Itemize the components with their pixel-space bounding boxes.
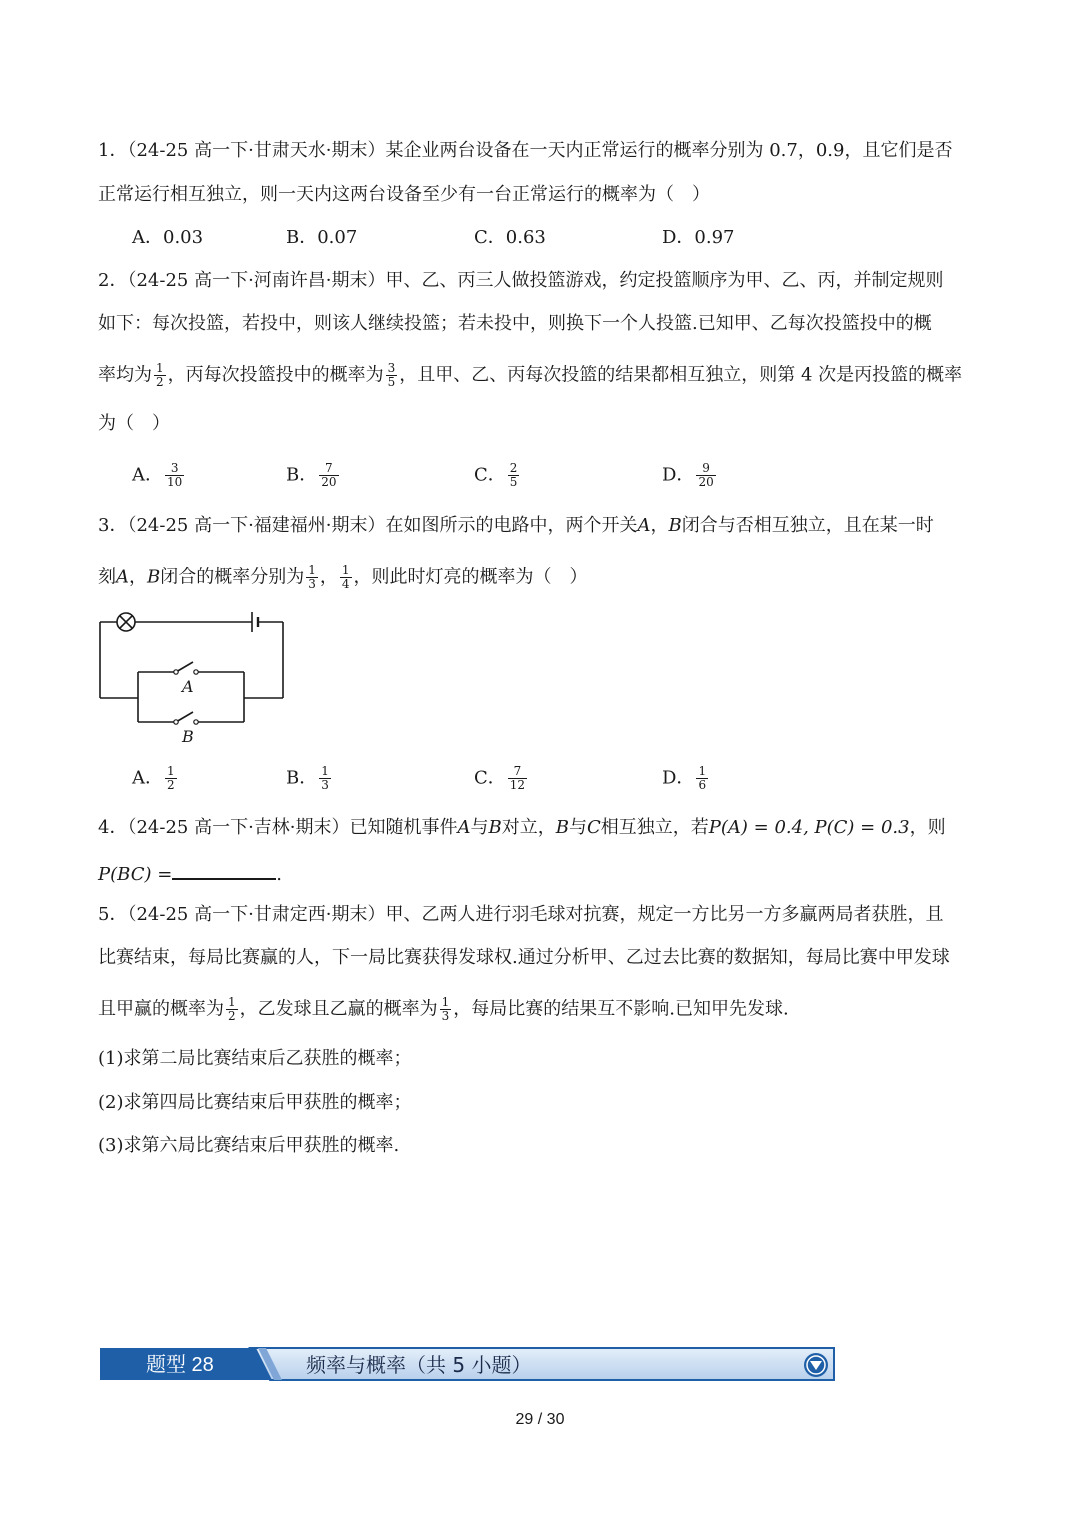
fraction-denominator: 10 xyxy=(167,475,183,489)
fraction-numerator: 1 xyxy=(228,995,236,1009)
var-a: A xyxy=(116,566,129,588)
q1-line1: 1．（24-25 高一下·甘肃天水·期末）某企业两台设备在一天内正常运行的概率分别为 0.7，0.9，且它们是否 xyxy=(98,140,953,161)
fraction-denominator: 3 xyxy=(441,1009,450,1023)
q2-line2: 如下：每次投篮，若投中，则该人继续投篮；若未投中，则换下一个人投篮.已知甲、乙每次投篮投中的概 xyxy=(98,313,932,334)
q5-fraction-1 xyxy=(226,996,238,1023)
q3-fraction-1 xyxy=(306,564,318,591)
fraction-numerator: 7 xyxy=(319,462,338,476)
fraction-numerator: 3 xyxy=(165,462,184,476)
q2-option-c xyxy=(474,462,521,489)
option-fraction xyxy=(319,462,338,489)
q5-line1: 5．（24-25 高一下·甘肃定西·期末）甲、乙两人进行羽毛球对抗赛，规定一方比另一方多赢两局者获胜，且 xyxy=(98,904,944,925)
switch-b-label: B xyxy=(182,727,194,746)
q2-option-a xyxy=(132,462,186,489)
q3-option-d xyxy=(662,765,710,792)
fraction-denominator: 5 xyxy=(387,375,396,389)
switch-a-label: A xyxy=(182,677,194,696)
option-fraction xyxy=(508,462,520,489)
fraction-denominator: 2 xyxy=(167,778,175,792)
q3-line2-text-d: ，则此时灯亮的概率为（ ） xyxy=(353,566,588,588)
fraction-numerator: 2 xyxy=(509,461,518,475)
q3-line1-text-a: 3．（24-25 高一下·福建福州·期末）在如图所示的电路中，两个开关 xyxy=(98,515,638,536)
option-label: A． xyxy=(132,464,163,486)
fraction-numerator: 3 xyxy=(387,361,396,375)
q5-line2: 比赛结束，每局比赛赢的人，下一局比赛获得发球权.通过分析甲、乙过去比赛的数据知，每局比赛中甲发球 xyxy=(98,947,950,968)
fraction-denominator: 2 xyxy=(228,1009,236,1023)
q5-subquestion-2: (2)求第四局比赛结束后甲获胜的概率； xyxy=(98,1092,412,1113)
period: . xyxy=(276,864,283,885)
option-fraction xyxy=(165,765,177,792)
q2-line3-text-b: ，丙每次投篮投中的概率为 xyxy=(167,364,384,386)
circuit-diagram xyxy=(96,606,296,750)
q2-line1: 2．（24-25 高一下·河南许昌·期末）甲、乙、丙三人做投篮游戏，约定投篮顺序为甲、乙、丙，并制定规则 xyxy=(98,270,944,291)
fraction-denominator: 4 xyxy=(341,577,350,591)
option-label: B． xyxy=(286,767,318,789)
option-fraction xyxy=(165,462,184,489)
fraction-numerator: 1 xyxy=(321,764,329,778)
q3-option-a xyxy=(132,765,179,792)
q4-line1-text-a: 4．（24-25 高一下·吉林·期末）已知随机事件 xyxy=(98,817,458,838)
connector: 对立， xyxy=(501,817,556,838)
fraction-numerator: 1 xyxy=(341,563,350,577)
var-b: B xyxy=(488,817,502,838)
fraction-denominator: 20 xyxy=(698,475,714,489)
var-a: A xyxy=(457,817,471,838)
q3-line1 xyxy=(98,514,934,538)
var-c: C xyxy=(586,817,601,838)
q1-option-b: B．0.07 xyxy=(286,227,358,248)
q3-line2 xyxy=(98,564,588,591)
fraction-numerator: 1 xyxy=(167,764,175,778)
switch-a-icon xyxy=(176,662,193,672)
page-number: 29 / 30 xyxy=(515,1411,565,1428)
var-b: B xyxy=(555,817,569,838)
option-label: A． xyxy=(132,767,163,789)
option-fraction xyxy=(696,765,708,792)
q1-option-a: A．0.03 xyxy=(132,227,204,248)
q4-line1-text-c: ，则 xyxy=(909,817,946,838)
q3-fraction-2 xyxy=(340,564,352,591)
banner-title: 频率与概率（共 5 小题） xyxy=(306,1353,532,1377)
fraction-numerator: 9 xyxy=(696,462,715,476)
fraction-denominator: 20 xyxy=(321,475,337,489)
q4-answer-expression: P(BC) = xyxy=(98,864,173,885)
q3-line2-text-b: 闭合的概率分别为 xyxy=(160,566,305,588)
fraction-numerator: 1 xyxy=(156,361,164,375)
var-b: B xyxy=(668,515,682,536)
option-fraction xyxy=(696,462,715,489)
q1-option-d: D．0.97 xyxy=(662,227,735,248)
fraction-denominator: 5 xyxy=(509,475,518,489)
q2-fraction-1 xyxy=(154,362,166,389)
q5-line3-text-c: ，每局比赛的结果互不影响.已知甲先发球. xyxy=(453,998,789,1020)
option-fraction xyxy=(508,765,527,792)
answer-blank xyxy=(172,860,276,880)
q2-option-b xyxy=(286,462,341,489)
option-label: C． xyxy=(474,464,506,486)
option-label: D． xyxy=(662,767,695,789)
fraction-denominator: 6 xyxy=(698,778,707,792)
fraction-numerator: 1 xyxy=(698,764,707,778)
var-a: A xyxy=(637,515,651,536)
separator: ， xyxy=(319,566,338,588)
option-label: C． xyxy=(474,767,506,789)
q3-line1-text-b: 闭合与否相互独立，且在某一时 xyxy=(681,515,934,536)
q2-fraction-2 xyxy=(386,362,398,389)
q3-option-c xyxy=(474,765,529,792)
q2-option-d xyxy=(662,462,718,489)
switch-b-icon xyxy=(176,712,193,722)
option-label: D． xyxy=(662,464,695,486)
q5-line3-text-a: 且甲赢的概率为 xyxy=(98,998,224,1020)
connector: 与 xyxy=(470,817,489,838)
q4-expression: P(A) = 0.4, P(C) = 0.3 xyxy=(708,817,910,838)
connector: 与 xyxy=(568,817,587,838)
q4-line1-text-b: 相互独立，若 xyxy=(600,817,709,838)
q5-subquestion-1: (1)求第二局比赛结束后乙获胜的概率； xyxy=(98,1048,412,1069)
fraction-denominator: 3 xyxy=(308,577,316,591)
q4-line1 xyxy=(98,816,946,840)
var-b: B xyxy=(147,566,161,588)
q4-line2 xyxy=(98,860,282,887)
fraction-denominator: 12 xyxy=(509,778,526,792)
q2-line4: 为（ ） xyxy=(98,413,170,434)
q5-subquestion-3: (3)求第六局比赛结束后甲获胜的概率. xyxy=(98,1135,400,1156)
fraction-numerator: 1 xyxy=(308,563,316,577)
q2-line3-text-a: 率均为 xyxy=(98,364,152,386)
option-fraction xyxy=(319,765,331,792)
q5-line3-text-b: ，乙发球且乙赢的概率为 xyxy=(239,998,438,1020)
q5-fraction-2 xyxy=(440,996,452,1023)
q3-option-b xyxy=(286,765,333,792)
option-label: B． xyxy=(286,464,318,486)
q2-line3 xyxy=(98,362,962,389)
q3-line2-text-a: 刻 xyxy=(98,566,116,588)
q5-line3 xyxy=(98,996,789,1023)
separator: ， xyxy=(129,566,147,588)
fraction-denominator: 2 xyxy=(156,375,164,389)
q1-line2: 正常运行相互独立，则一天内这两台设备至少有一台正常运行的概率为（ ） xyxy=(98,184,710,205)
fraction-denominator: 3 xyxy=(321,778,329,792)
q2-line3-text-c: ，且甲、乙、丙每次投篮的结果都相互独立，则第 4 次是丙投篮的概率 xyxy=(399,364,963,386)
separator: ， xyxy=(650,515,669,536)
q1-option-c: C．0.63 xyxy=(474,227,546,248)
fraction-numerator: 7 xyxy=(508,765,527,779)
fraction-numerator: 1 xyxy=(441,995,450,1009)
section-banner xyxy=(100,1346,836,1382)
banner-tag: 题型 28 xyxy=(146,1354,214,1376)
